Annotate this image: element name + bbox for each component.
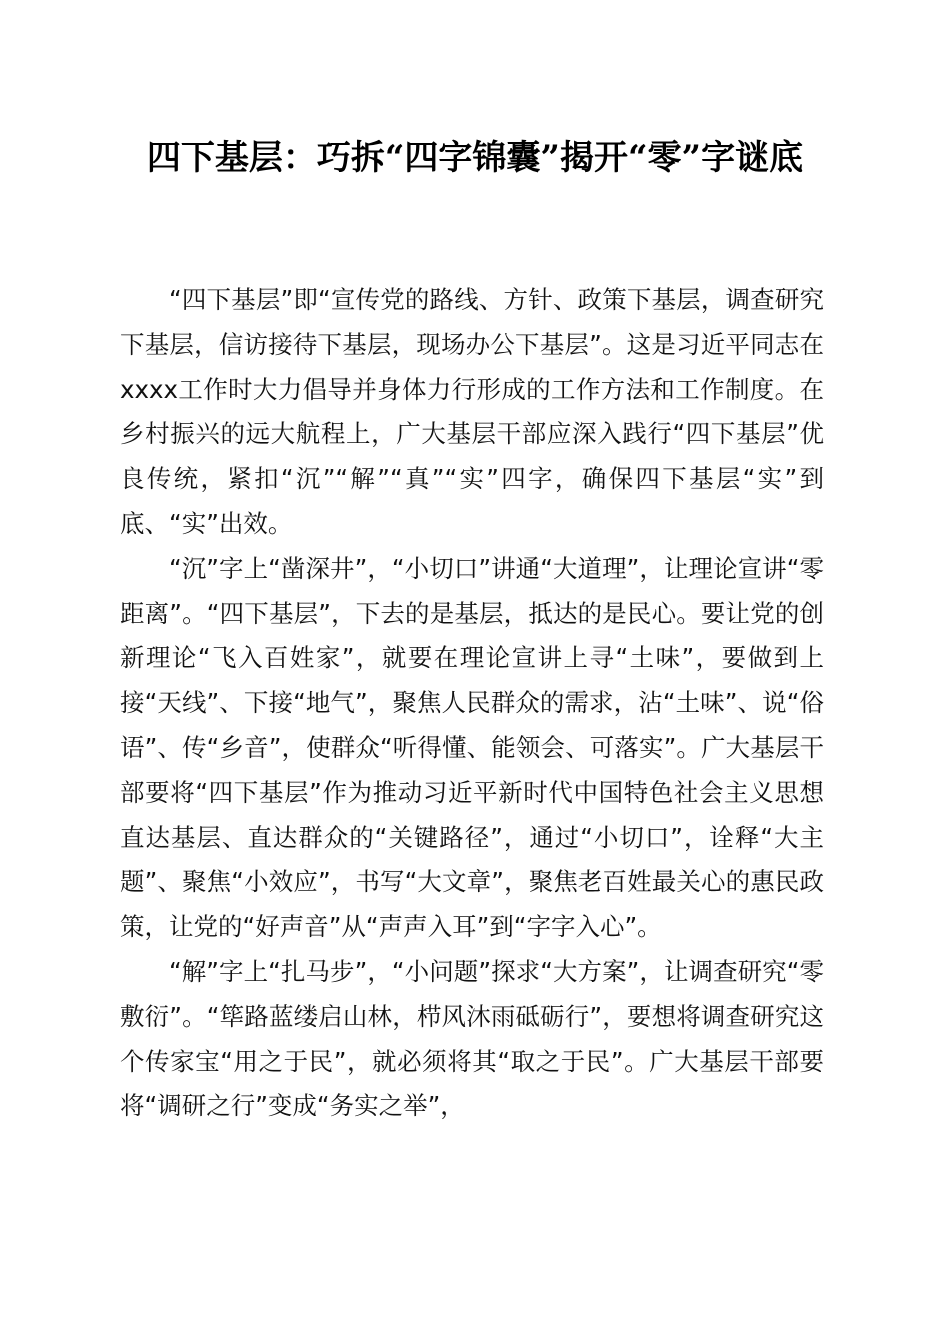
paragraph: “四下基层”即“宣传党的路线、方针、政策下基层，调查研究下基层，信访接待下基层，现场办公下基层”。这是习近平同志在xxxx工作时大力倡导并身体力行形成的工作方法和工作制度。在乡村振兴的远大航程上，广大基层干部应深入践行“四下基层”优良传统，紧扣“沉”“解”“真”“实”四字，确保四下基层“实”到底、“实”出效。 <box>120 285 824 538</box>
paragraph: “沉”字上“凿深井”，“小切口”讲通“大道理”，让理论宣讲“零距离”。“四下基层”，下去的是基层，抵达的是民心。要让党的创新理论“飞入百姓家”，就要在理论宣讲上寻“土味”，要做到上接“天线”、下接“地气”，聚焦人民群众的需求，沾“土味”、说“俗语”、传“乡音”，使群众“听得懂、能领会、可落实”。广大基层干部要将“四下基层”作为推动习近平新时代中国特色社会主义思想直达基层、直达群众的“关键路径”，通过“小切口”，诠释“大主题”、聚焦“小效应”，书写“大文章”，聚焦老百姓最关心的惠民政策，让党的“好声音”从“声声入耳”到“字字入心”。 <box>120 553 824 942</box>
document-title: 四下基层：巧拆“四字锦囊”揭开“零”字谜底 <box>146 138 804 178</box>
paragraph: “解”字上“扎马步”，“小问题”探求“大方案”，让调查研究“零敷衍”。“筚路蓝缕启山林，栉风沐雨砥砺行”，要想将调查研究这个传家宝“用之于民”，就必须将其“取之于民”。广大基层干部要将“调研之行”变成“务实之举”， <box>120 956 824 1121</box>
document-body <box>120 278 824 1129</box>
